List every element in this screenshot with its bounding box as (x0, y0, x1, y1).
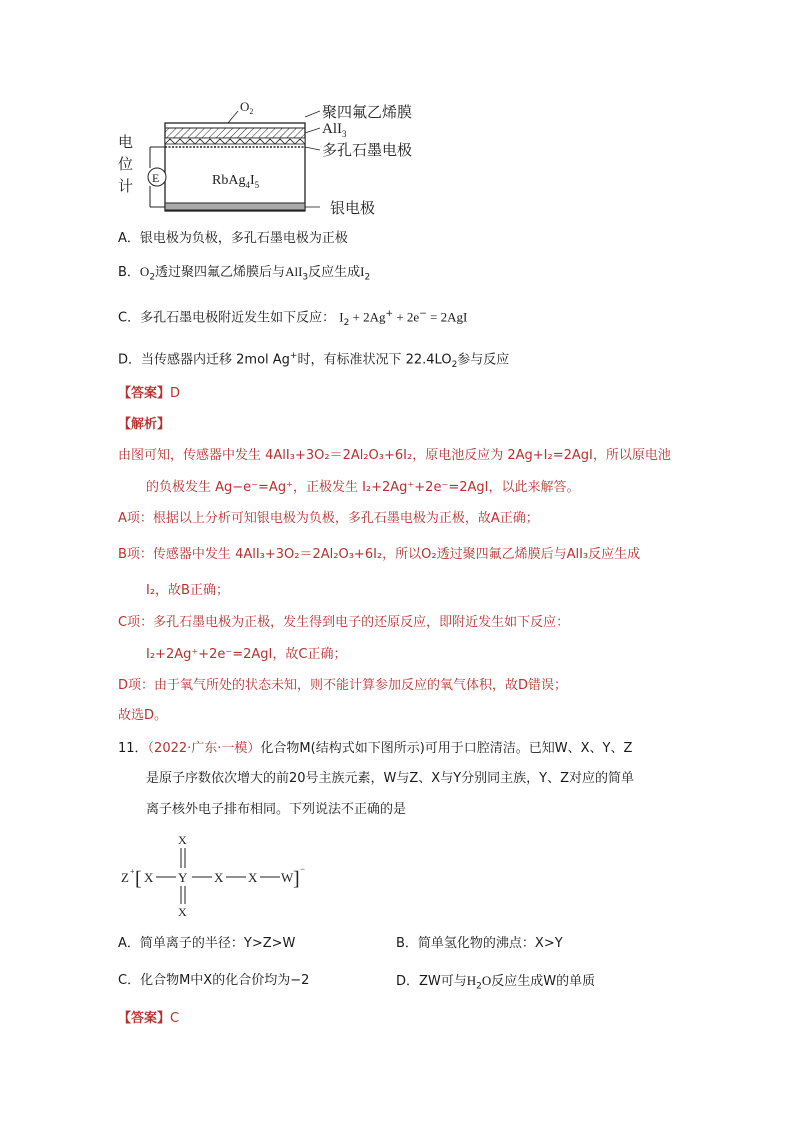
q10-option-a: A．银电极为负极，多孔石墨电极为正极 (118, 231, 348, 246)
side-label-1: 电 (118, 133, 134, 151)
struct-y: Y (178, 870, 188, 885)
q10-analysis-3: A项：根据以上分析可知银电极为负极，多孔石墨电极为正极，故A正确； (118, 511, 539, 526)
struct-x1: X (144, 870, 154, 885)
q10-analysis-1: 由图可知，传感器中发生 4AlI₃+3O₂＝2Al₂O₃+6I₂，原电池反应为 2Ag+I₂=2AgI，所以原电池 (118, 448, 671, 463)
struct-charge: − (300, 864, 306, 874)
struct-bracket-right: ] (293, 868, 300, 890)
membrane-label: 聚四氟乙烯膜 (322, 103, 413, 121)
struct-z-charge: + (130, 867, 135, 876)
q10-analysis-4: B项：传感器中发生 4AlI₃+3O₂＝2Al₂O₃+6I₂，所以O₂透过聚四氟乙烯膜后与AlI₃反应生成 (118, 547, 641, 562)
ptfe-membrane (165, 128, 305, 138)
q11-stem-3: 离子核外电子排布相同。下列说法不正确的是 (146, 802, 407, 817)
sensor-diagram (110, 95, 440, 225)
q10-analysis-7: I₂+2Ag⁺+2e⁻=2AgI，故C正确； (146, 647, 347, 662)
q10-analysis-label: 【解析】 (118, 417, 171, 432)
struct-x-bottom: X (178, 905, 187, 919)
ali3-label: AlI$_3$ (322, 121, 347, 139)
q10-answer: 【答案】D (118, 386, 181, 401)
struct-bracket-left: [ (135, 868, 142, 890)
q10-option-b: B．$O_2$透过聚四氟乙烯膜后与AlI$_3$反应生成$I_2$ (118, 264, 371, 283)
q10-analysis-6: C项：多孔石墨电极为正极，发生得到电子的还原反应，即附近发生如下反应： (118, 615, 570, 630)
structure-diagram (115, 830, 315, 920)
silver-label: 银电极 (330, 199, 376, 217)
struct-z: Z (121, 870, 129, 885)
q11-stem-1: 11．（2022·广东·一模）化合物M(结构式如下图所示)可用于口腔清洁。已知W、X、Y、Z (118, 741, 633, 756)
side-label-3: 计 (118, 177, 134, 195)
q11-answer: 【答案】C (118, 1011, 180, 1026)
silver-electrode (165, 203, 305, 210)
struct-x-top: X (178, 833, 187, 847)
graphite-label: 多孔石墨电极 (322, 141, 413, 159)
q10-analysis-5: I₂，故B正确； (146, 583, 229, 598)
q10-analysis-9: 故选D。 (118, 708, 168, 723)
struct-x3: X (248, 870, 258, 885)
q10-analysis-2: 的负极发生 Ag−e⁻=Ag⁺，正极发生 I₂+2Ag⁺+2e⁻=2AgI，以此来解答。 (146, 480, 580, 495)
q10-option-c: C．多孔石墨电极附近发生如下反应： $I_2 + 2Ag^+ + 2e^- = 2AgI$ (118, 309, 468, 328)
compound-label: $RbAg_4I_5$ (212, 173, 260, 190)
q11-option-d: D．ZW可与$H_2O$反应生成W的单质 (396, 973, 596, 992)
q11-stem-2: 是原子序数依次增大的前20号主族元素，W与Z、X与Y分别同主族，Y、Z对应的简单 (146, 771, 634, 786)
struct-w: W (281, 870, 294, 885)
q10-analysis-8: D项：由于氧气所处的状态未知，则不能计算参加反应的氧气体积，故D错误； (118, 678, 568, 693)
q11-option-a: A．简单离子的半径：Y>Z>W (118, 936, 296, 951)
struct-x2: X (214, 870, 224, 885)
o2-label: $O_2$ (240, 99, 254, 116)
q10-option-d: D．当传感器内迁移 2mol Ag+时，有标准状况下 $22.4LO_2$参与反应 (118, 351, 510, 370)
potentiometer-e: E (152, 171, 160, 185)
side-label-2: 位 (118, 155, 134, 173)
q11-option-b: B．简单氢化物的沸点：X>Y (396, 936, 563, 951)
q11-option-c: C．化合物M中X的化合价均为−2 (118, 973, 310, 988)
